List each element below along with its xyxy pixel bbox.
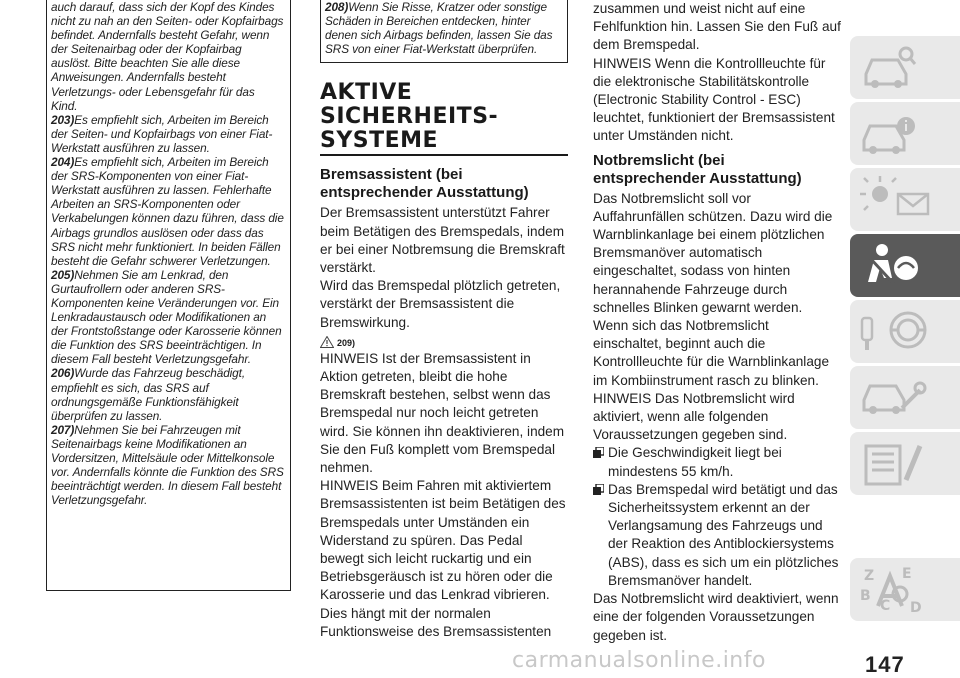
steering-wheel-icon <box>858 304 938 359</box>
list-item-text: Das Bremspedal wird betätigt und das Sicherheitssystem erkennt an der Verlangsamung des Fahrzeugs und der Reaktion des Antiblockiersystems (ABS), dass es sich um ein plötzliches Bremsmanöver handelt. <box>608 481 839 588</box>
svg-text:Z: Z <box>864 568 875 584</box>
specifications-icon <box>858 436 928 491</box>
warning-text: Es empfiehlt sich, Arbeiten im Bereich der SRS-Komponenten von einer Fiat-Werkstatt ausführen zu lassen. Fehlerhafte Arbeiten an SRS-Komponenten oder Verkabelungen können dazu führen, dass die Airbags grundlos auslösen oder dass das SRS nicht mehr funktioniert. In beiden Fällen besteht die Gefahr schwerer Verletzungen. <box>51 155 284 268</box>
warning-item <box>325 0 561 56</box>
warning-reference <box>320 336 568 348</box>
warning-item <box>51 155 284 268</box>
paragraph: Wird das Bremspedal plötzlich getreten, verstärkt der Bremsassistent die Bremswirkung. <box>320 278 561 330</box>
svg-text:C: C <box>880 598 891 614</box>
watermark: carmanualsonline.info <box>512 648 766 673</box>
svg-text:D: D <box>910 600 922 616</box>
paragraph: zusammen und weist nicht auf eine Fehlfunktion hin. Lassen Sie den Fuß auf dem Bremspedal. <box>593 1 841 53</box>
reference-number: 209) <box>337 337 356 348</box>
svg-text:B: B <box>860 588 871 604</box>
paragraph: HINWEIS Ist der Bremsassistent in Aktion getreten, bleibt die hohe Bremskraft bestehen, selbst wenn das Bremspedal nur noch leicht getreten wird. Sie können ihn deaktivieren, indem Sie den Fuß komplett vom Bremspedal nehmen. <box>320 350 565 476</box>
index-icon <box>858 562 938 617</box>
airbag-safety-icon <box>858 238 928 293</box>
paragraph: Der Bremsassistent unterstützt Fahrer beim Betätigen des Bremspedals, indem er bei einer Notbremsung die Bremskraft verstärkt. <box>320 205 565 275</box>
warnings-column-left <box>46 0 291 591</box>
content-column-middle <box>320 0 568 641</box>
tab-index[interactable] <box>850 558 960 621</box>
warning-box <box>320 0 568 63</box>
warning-lead-text: auch darauf, dass sich der Kopf des Kindes nicht zu nah an den Seiten- oder Kopfairbags befindet. Andernfalls besteht Gefahr, wenn der Seitenairbag oder der Kopfairbag auslöst. Bitte beachten Sie alle diese Anweisungen. Andernfalls besteht Verletzungs- oder Lebensgefahr für das Kind. <box>51 0 284 113</box>
car-tools-icon <box>858 370 928 425</box>
paragraph: Das Notbremslicht soll vor Auffahrunfällen schützen. Dazu wird die Warnblinkanlage bei einem plötzlichen Bremsmanöver automatisch eingeschaltet, sodass von hinten herannahende Fahrzeuge durch schnelles Blinken gewarnt werden. Wenn sich das Notbremslicht einschaltet, beginnt auch die Kontrollleuchte für die Warnblinkanlage im Kombiinstrument rasch zu blinken. <box>593 190 833 388</box>
warning-number: 203) <box>51 112 75 127</box>
section-title-line: SICHERHEITS- <box>320 104 499 130</box>
warning-number: 205) <box>51 267 75 282</box>
warning-text: Es empfiehlt sich, Arbeiten im Bereich der Seiten- und Kopfairbags von einer Fiat-Werkstatt ausführen zu lassen. <box>51 112 273 155</box>
warning-text: Wurde das Fahrzeug beschädigt, empfiehlt es sich, das SRS auf ordnungsgemäße Funktionsfähigkeit überprüfen zu lassen. <box>51 366 245 423</box>
paragraph: Das Notbremslicht wird deaktiviert, wenn eine der folgenden Voraussetzungen gegeben ist. <box>593 591 839 643</box>
subheading-emergency-brake-light: Notbremslicht (bei entsprechender Ausstattung) <box>593 151 802 187</box>
tab-car-info[interactable] <box>850 102 960 165</box>
warning-box <box>46 0 291 591</box>
warning-item <box>51 366 284 422</box>
list-item-text: Die Geschwindigkeit liegt bei mindestens 55 km/h. <box>608 445 782 479</box>
content-column-right <box>593 0 841 645</box>
paragraph: HINWEIS Das Notbremslicht wird aktiviert, wenn alle folgenden Voraussetzungen gegeben sind. <box>593 390 795 443</box>
section-title-line: SYSTEME <box>320 128 439 154</box>
warning-text: Wenn Sie Risse, Kratzer oder sonstige Schäden in Bereichen entdecken, hinter denen sich Airbags befinden, lassen Sie das SRS von einer Fiat-Werkstatt überprüfen. <box>325 0 553 57</box>
tab-car-tools[interactable] <box>850 366 960 429</box>
bullet-icon <box>593 447 604 458</box>
paragraph: HINWEIS Wenn die Kontrollleuchte für die elektronische Stabilitätskontrolle (Electronic Stability Control - ESC) leuchtet, funktioniert der Bremsassistent unter Umständen nicht. <box>593 55 835 144</box>
paragraph: HINWEIS Beim Fahren mit aktiviertem Bremsassistenten ist beim Betätigen des Bremspedals unter Umständen ein Widerstand zu spüren. Das Pedal bewegt sich leicht ruckartig und ein Betriebsgeräusch ist zu hören oder die Karosserie und das Lenkrad vibrieren. Dies hängt mit der normalen Funktionsweise des Bremsassistenten <box>320 478 566 639</box>
tab-specifications[interactable] <box>850 432 960 495</box>
warning-number: 208) <box>325 0 349 14</box>
car-overview-icon <box>858 40 918 95</box>
tab-airbag-safety[interactable] <box>850 234 960 297</box>
car-info-icon <box>858 106 918 161</box>
svg-text:E: E <box>902 566 912 582</box>
subheading-brake-assist: Bremsassistent (bei entsprechender Ausstattung) <box>320 166 529 202</box>
tab-car-overview[interactable] <box>850 36 960 99</box>
bullet-icon <box>593 484 604 495</box>
warning-triangle-icon <box>320 336 334 348</box>
warning-item <box>51 268 284 367</box>
warning-number: 206) <box>51 366 75 381</box>
section-title-line: AKTIVE <box>320 80 413 106</box>
warning-text: Nehmen Sie am Lenkrad, den Gurtaufrollern oder anderen SRS-Komponenten keine Veränderungen vor. Ein Lenkradaustausch oder Modifikationen an der Frontstoßstange oder Karosserie können die Funktion des SRS beeinträchtigen. In diesem Fall besteht Verletzungsgefahr. <box>51 267 282 367</box>
tab-steering[interactable] <box>850 300 960 363</box>
warning-number: 207) <box>51 422 75 437</box>
section-title <box>320 81 568 156</box>
list-item <box>593 481 841 590</box>
warning-number: 204) <box>51 155 75 170</box>
warning-item <box>51 113 284 155</box>
list-item <box>593 444 841 480</box>
warning-item <box>51 423 284 508</box>
tab-warning-lights[interactable] <box>850 168 960 231</box>
warning-text: Nehmen Sie bei Fahrzeugen mit Seitenairbags keine Modifikationen an Vordersitzen, Mittelsäule oder Mittelkonsole vor. Andernfalls könnte die Funktion des SRS beeinträchtigt werden. In diesem Fall besteht Verletzungsgefahr. <box>51 422 284 508</box>
page-number: 147 <box>865 652 905 677</box>
warning-lights-icon <box>858 172 938 227</box>
